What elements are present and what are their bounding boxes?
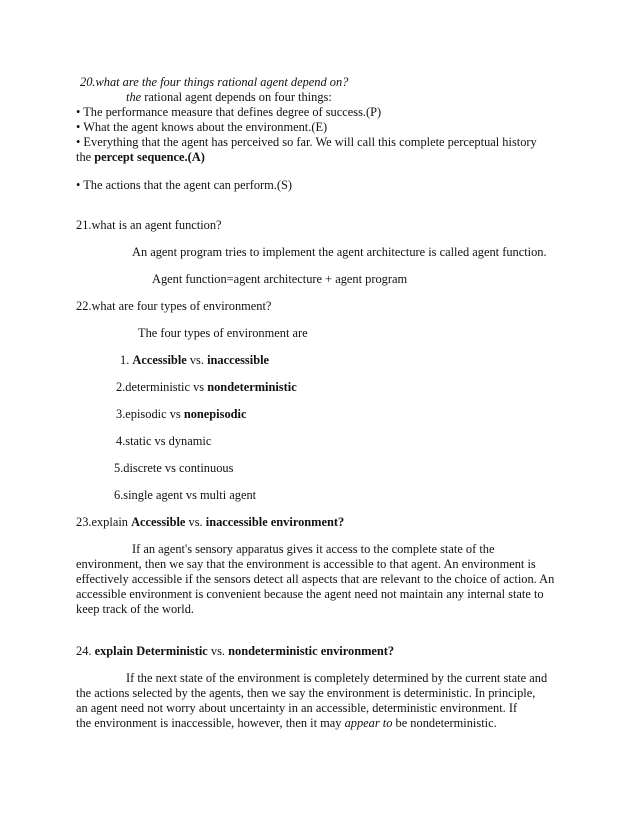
q20-bullet-3-line-1: • Everything that the agent has perceived so far. We will call this complete perceptual history xyxy=(76,135,537,149)
q22-item-3-number: 3. xyxy=(116,407,126,421)
q21-answer: An agent program tries to implement the agent architecture is called agent function. xyxy=(132,245,547,259)
q24-line-4-pre: the environment is inaccessible, however, then it may xyxy=(76,716,345,730)
q23-question xyxy=(76,515,344,530)
q22-question: 22.what are four types of environment? xyxy=(76,299,272,313)
q22-item-1-accessible: Accessible xyxy=(132,353,187,367)
q24-question-vs: vs. xyxy=(207,644,229,658)
q22-item-4-text: static vs dynamic xyxy=(125,434,212,448)
q23-line-2: environment, then we say that the environment is accessible to that agent. An environment is xyxy=(76,557,536,571)
q24-line-4-post: be nondeterministic. xyxy=(392,716,497,730)
q20-intro-rest: rational agent depends on four things: xyxy=(141,90,332,104)
q22-item-3-episodic: episodic xyxy=(125,407,167,421)
q20-intro xyxy=(126,90,332,105)
q24-line-1: If the next state of the environment is completely determined by the current state and xyxy=(126,671,548,685)
q22-item-4-number: 4. xyxy=(116,434,126,448)
q22-item-5 xyxy=(114,461,233,476)
q20-question: 20.what are the four things rational agent depend on? xyxy=(80,75,349,89)
q22-item-3-vs: vs xyxy=(166,407,184,421)
q22-item-1-vs: vs. xyxy=(186,353,208,367)
q20-bullet-2: • What the agent knows about the environment.(E) xyxy=(76,120,328,134)
q24-line-2: the actions selected by the agents, then we say the environment is deterministic. In principle, xyxy=(76,686,536,700)
q22-item-3-nonepisodic: nonepisodic xyxy=(183,407,247,421)
q22-item-2-nondeterministic: nondeterministic xyxy=(207,380,297,394)
q24-question xyxy=(76,644,394,659)
q22-item-2-deterministic: deterministic xyxy=(125,380,190,394)
q23-question-inaccessible: inaccessible environment? xyxy=(205,515,345,529)
q23-line-4: accessible environment is convenient because the agent need not maintain any internal state to xyxy=(76,587,544,601)
q24-question-nondeterministic: nondeterministic environment? xyxy=(228,644,395,658)
q20-intro-italic: the xyxy=(126,90,142,104)
q22-item-5-number: 5. xyxy=(114,461,124,475)
q22-item-3 xyxy=(116,407,246,422)
q23-question-accessible: Accessible xyxy=(131,515,186,529)
q20-bullet-3-line-2 xyxy=(76,150,205,165)
q20-bullet-1: • The performance measure that defines degree of success.(P) xyxy=(76,105,382,119)
q24-question-deterministic: explain Deterministic xyxy=(94,644,208,658)
q22-item-6 xyxy=(114,488,256,503)
q22-item-2 xyxy=(116,380,297,395)
q22-item-6-number: 6. xyxy=(114,488,124,502)
q24-line-4 xyxy=(76,716,497,731)
q22-item-2-vs: vs xyxy=(190,380,208,394)
q22-item-1-inaccessible: inaccessible xyxy=(207,353,270,367)
q22-item-6-text: single agent vs multi agent xyxy=(123,488,257,502)
q22-item-2-number: 2. xyxy=(116,380,126,394)
q20-percept-sequence: percept sequence.(A) xyxy=(94,150,205,164)
q20-bullet-4: • The actions that the agent can perform.(S) xyxy=(76,178,293,192)
q24-line-3: an agent need not worry about uncertainty in an accessible, deterministic environment. If xyxy=(76,701,518,715)
q23-line-3: effectively accessible if the sensors detect all aspects that are relevant to the choice of action. An xyxy=(76,572,555,586)
q22-item-5-text: discrete vs continuous xyxy=(123,461,234,475)
q23-line-1: If an agent's sensory apparatus gives it access to the complete state of the xyxy=(132,542,495,556)
q22-item-1 xyxy=(120,353,269,368)
q22-item-4 xyxy=(116,434,211,449)
q23-question-vs: vs. xyxy=(185,515,206,529)
q21-formula: Agent function=agent architecture + agent program xyxy=(152,272,408,286)
q20-bullet-3-line-2-pre: the xyxy=(76,150,95,164)
q24-question-pre: 24. xyxy=(76,644,95,658)
q21-question: 21.what is an agent function? xyxy=(76,218,222,232)
q23-question-pre: 23.explain xyxy=(76,515,132,529)
q24-appear-to: appear to xyxy=(344,716,393,730)
q22-intro: The four types of environment are xyxy=(138,326,308,340)
q23-line-5: keep track of the world. xyxy=(76,602,195,616)
q22-item-1-number: 1. xyxy=(120,353,133,367)
